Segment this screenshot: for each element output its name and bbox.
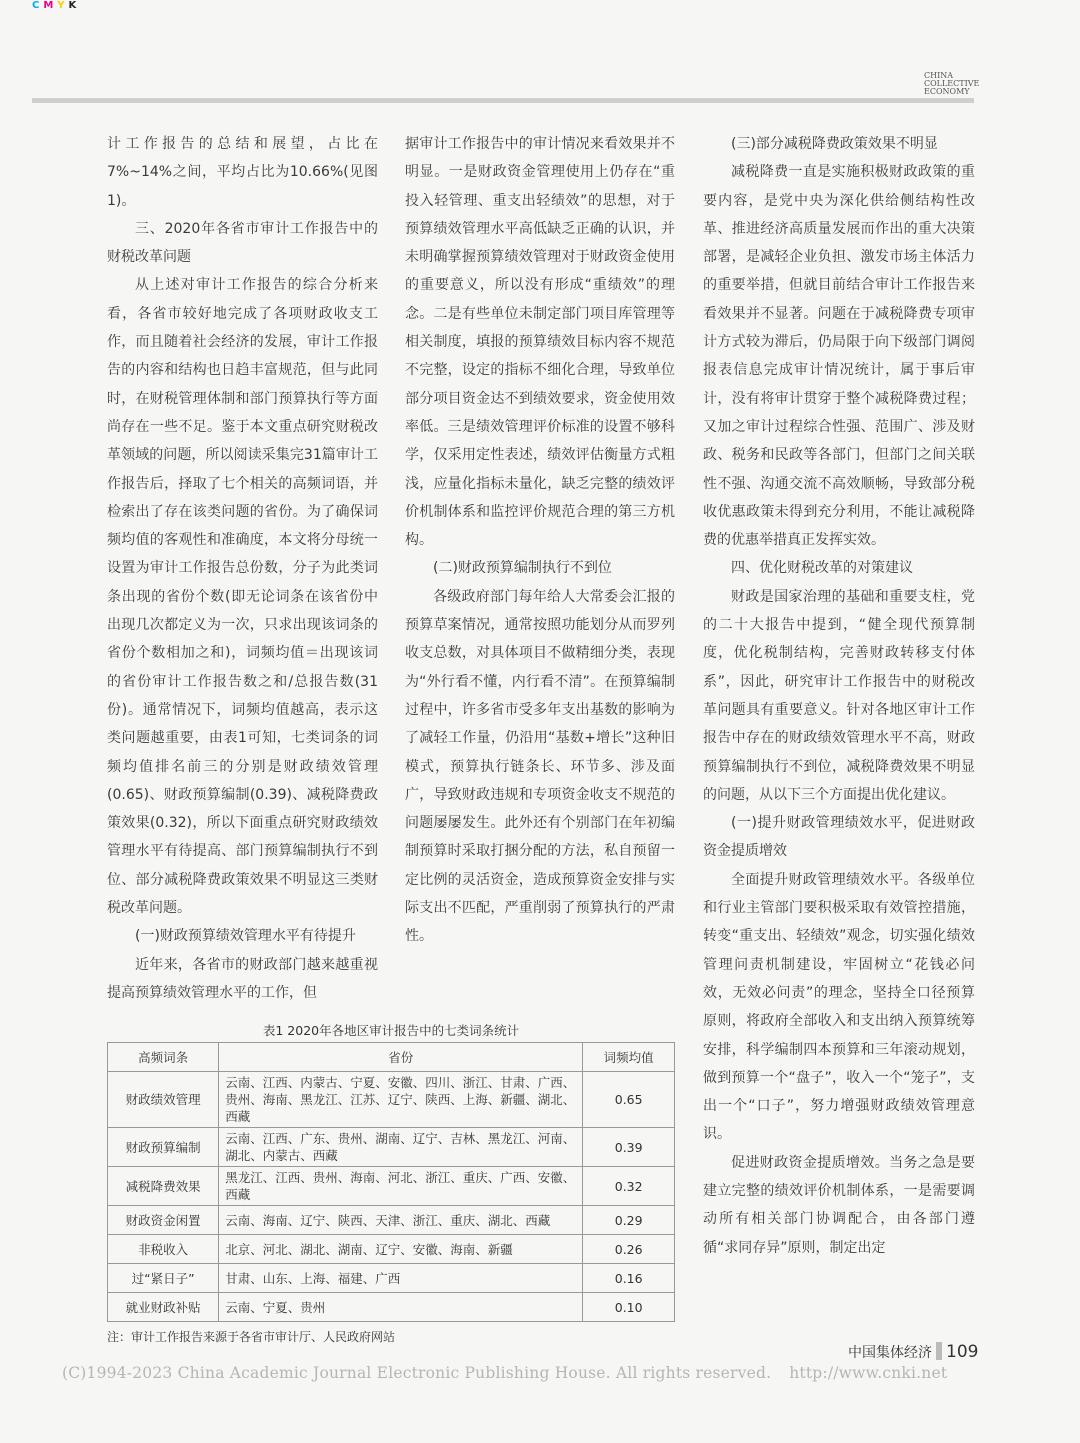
table-header-row	[108, 1043, 675, 1072]
cmyk-c: C	[32, 0, 44, 11]
table-row	[108, 1206, 675, 1235]
journal-logo-line-1: CHINA	[924, 71, 954, 80]
table-block	[107, 1020, 675, 1345]
frequency-cell: 0.29	[583, 1206, 675, 1235]
copyright-text: (C)1994-2023 China Academic Journal Electronic Publishing House. All rights reserved.	[62, 1364, 772, 1382]
cmyk-k: K	[68, 0, 81, 11]
term-cell: 财政资金闲置	[108, 1206, 219, 1235]
section-heading: 三、2020年各省市审计工作报告中的财税改革问题	[107, 220, 378, 266]
header-term: 高频词条	[108, 1043, 219, 1072]
frequency-cell: 0.65	[583, 1072, 675, 1128]
cmyk-m: M	[43, 0, 58, 11]
paragraph: 减税降费一直是实施积极财政政策的重要内容，是党中央为深化供给侧结构性改革、推进经济高质量发展而作出的重大决策部署，是减轻企业负担、激发市场主体活力的重要举措，但就目前结合审计工作报告来看效果并不显著。问题在于减税降费专项审计方式较为滞后，仍局限于向下级部门调阅报表信息完成审计情况统计，属于事后审计，没有将审计贯穿于整个减税降费过程；又加之审计过程综合性强、范围广、涉及财政、税务和民政等各部门，但部门之间关联性不强、沟通交流不高效顺畅，导致部分税收优惠政策未得到充分利用，不能让减税降费的优惠举措真正发挥实效。	[703, 164, 975, 549]
provinces-cell: 云南、江西、广东、贵州、湖南、辽宁、吉林、黑龙江、河南、湖北、内蒙古、西藏	[219, 1128, 583, 1167]
text-column-3	[703, 130, 975, 1262]
paragraph: 据审计工作报告中的审计情况来看效果并不明显。一是财政资金管理使用上仍存在“重投入轻管理、重支出轻绩效”的思想，对于预算绩效管理水平高低缺乏正确的认识，并未明确掌握预算绩效管理对于财政资金使用的重要意义，所以没有形成“重绩效”的理念。二是有些单位未制定部门项目库管理等相关制度，填报的预算绩效目标内容不规范不完整，设定的指标不细化合理，导致单位部分项目资金达不到绩效要求，资金使用效率低。三是绩效管理评价标准的设置不够科学，仅采用定性表述，绩效评估衡量方式粗浅，应量化指标未量化，缺乏完整的绩效评价机制体系和监控评价规范合理的第三方机构。	[405, 136, 675, 549]
term-cell: 非税收入	[108, 1235, 219, 1264]
provinces-cell: 云南、宁夏、贵州	[219, 1293, 583, 1322]
paragraph: 各级政府部门每年给人大常委会汇报的预算草案情况，通常按照功能划分从而罗列收支总数，对具体项目不做精细分类，表现为“外行看不懂，内行看不清”。在预算编制过程中，许多省市受多年支出基数的影响为了减轻工作量，仍沿用“基数+增长”这种旧模式，预算执行链条长、环节多、涉及面广，导致财政违规和专项资金收支不规范的问题屡屡发生。此外还有个别部门在年初编制预算时采取打捆分配的方法，私自预留一定比例的灵活资金，造成预算资金安排与实际支出不匹配，严重削弱了预算执行的严肃性。	[405, 588, 675, 945]
frequency-cell: 0.10	[583, 1293, 675, 1322]
section-heading: (一)提升财政管理绩效水平，促进财政资金提质增效	[703, 815, 975, 860]
section-heading: 四、优化财税改革的对策建议	[731, 560, 913, 577]
footer-bar	[936, 1342, 942, 1360]
term-cell: 过“紧日子”	[108, 1264, 219, 1293]
paragraph: 近年来，各省市的财政部门越来越重视提高预算绩效管理水平的工作，但	[107, 956, 378, 1001]
provinces-cell: 黑龙江、江西、贵州、海南、河北、浙江、重庆、广西、安徽、西藏	[219, 1167, 583, 1206]
frequency-cell: 0.16	[583, 1264, 675, 1293]
table-body	[108, 1072, 675, 1322]
cmyk-marks	[32, 0, 80, 11]
table-caption: 表1 2020年各地区审计报告中的七类词条统计	[262, 1023, 520, 1038]
frequency-cell: 0.26	[583, 1235, 675, 1264]
frequency-cell: 0.32	[583, 1167, 675, 1206]
paragraph: 从上述对审计工作报告的综合分析来看，各省市较好地完成了各项财政收支工作，而且随着社会经济的发展，审计工作报告的内容和结构也日趋丰富规范，但与此同时，在财税管理体制和部门预算执行等方面尚存在一些不足。鉴于本文重点研究财税改革领域的问题，所以阅读采集完31篇审计工作报告后，择取了七个相关的高频词语，并检索出了存在该类问题的省份。为了确保词频均值的客观性和准确度，本文将分母统一设置为审计工作报告总份数，分子为此类词条出现的省份个数(即无论词条在该省份中出现几次都定义为一次，只求出现该词条的省份个数相加之和)，词频均值＝出现该词的省份审计工作报告数之和/总报告数(31份)。通常情况下，词频均值越高，表示这类问题越重要，由表1可知，七类词条的词频均值排名前三的分别是财政绩效管理(0.65)、财政预算编制(0.39)、减税降费政策效果(0.32)，所以下面重点研究财政绩效管理水平有待提高、部门预算编制执行不到位、部分减税降费政策效果不明显这三类财税改革问题。	[107, 277, 378, 917]
text-column-2	[405, 130, 675, 951]
term-cell: 财政绩效管理	[108, 1072, 219, 1128]
table-note: 注：审计工作报告来源于各省市审计厅、人民政府网站	[107, 1330, 396, 1344]
journal-logo-line-2: COLLECTIVE	[924, 79, 980, 88]
header-rule	[32, 98, 974, 103]
journal-name: 中国集体经济	[848, 1345, 932, 1361]
paragraph: 全面提升财政管理绩效水平。各级单位和行业主管部门要积极采取有效管控措施，转变“重支出、轻绩效”观念，切实强化绩效管理问责机制建设，牢固树立“花钱必问效，无效必问责”的理念，坚持全口径预算原则，将政府全部收入和支出纳入预算统筹安排，科学编制四本预算和三年滚动规划，做到预算一个“盘子”，收入一个“笼子”，支出一个“口子”，努力增强财政绩效管理意识。	[703, 871, 975, 1143]
section-heading: (三)部分减税降费政策效果不明显	[731, 136, 938, 152]
table-row	[108, 1167, 675, 1206]
section-heading: (一)财政预算绩效管理水平有待提升	[135, 928, 356, 945]
copyright-url: http://www.cnki.net	[789, 1364, 948, 1382]
table-row	[108, 1072, 675, 1128]
term-cell: 就业财政补贴	[108, 1293, 219, 1322]
table-row	[108, 1235, 675, 1264]
term-cell: 减税降费效果	[108, 1167, 219, 1206]
page-footer	[848, 1342, 978, 1362]
journal-logo	[924, 72, 979, 96]
page-number: 109	[946, 1342, 979, 1362]
journal-logo-line-3: ECONOMY	[924, 87, 970, 96]
paragraph: 财政是国家治理的基础和重要支柱，党的二十大报告中提到，“健全现代预算制度，优化税制结构，完善财政转移支付体系”，因此，研究审计工作报告中的财税改革问题具有重要意义。针对各地区审计工作报告中存在的财政绩效管理水平不高，财政预算编制执行不到位，减税降费效果不明显的问题，从以下三个方面提出优化建议。	[703, 588, 975, 803]
frequency-cell: 0.39	[583, 1128, 675, 1167]
header-frequency: 词频均值	[583, 1043, 675, 1072]
section-heading: (二)财政预算编制执行不到位	[433, 560, 612, 577]
table-row	[108, 1264, 675, 1293]
provinces-cell: 北京、河北、湖北、湖南、辽宁、安徽、海南、新疆	[219, 1235, 583, 1264]
cmyk-y: Y	[57, 0, 69, 11]
provinces-cell: 云南、海南、辽宁、陕西、天津、浙江、重庆、湖北、西藏	[219, 1206, 583, 1235]
copyright-watermark	[62, 1364, 947, 1382]
word-frequency-table	[107, 1042, 675, 1322]
paragraph: 促进财政资金提质增效。当务之急是要建立完整的绩效评价机制体系，一是需要调动所有相关部门协调配合，由各部门遵循“求同存异”原则，制定出定	[703, 1154, 975, 1256]
text-column-1	[107, 130, 378, 1007]
term-cell: 财政预算编制	[108, 1128, 219, 1167]
header-provinces: 省份	[219, 1043, 583, 1072]
table-row	[108, 1128, 675, 1167]
provinces-cell: 甘肃、山东、上海、福建、广西	[219, 1264, 583, 1293]
provinces-cell: 云南、江西、内蒙古、宁夏、安徽、四川、浙江、甘肃、广西、贵州、海南、黑龙江、江苏、辽宁、陕西、上海、新疆、湖北、西藏	[219, 1072, 583, 1128]
table-row	[108, 1293, 675, 1322]
paragraph: 计工作报告的总结和展望，占比在7%~14%之间，平均占比为10.66%(见图1)。	[107, 136, 378, 209]
